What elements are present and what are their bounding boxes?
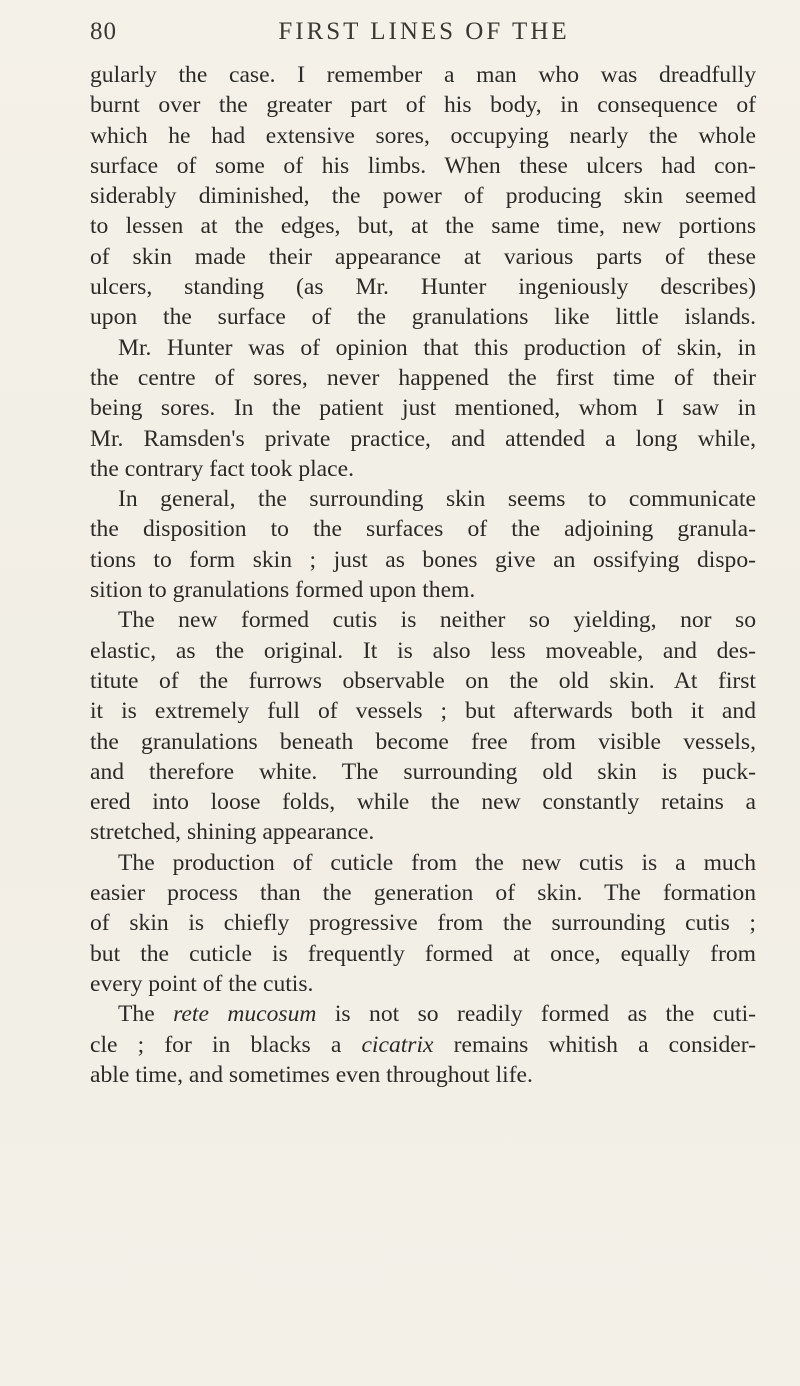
text-line: the granulations beneath become free from visible vessels, (90, 728, 756, 755)
text-line: titute of the furrows observable on the old skin. At first (90, 667, 756, 694)
paragraph (90, 605, 756, 847)
text-line: to lessen at the edges, but, at the same time, new portions (90, 213, 756, 240)
page-number: 80 (90, 18, 117, 45)
text-line: being sores. In the patient just mentioned, whom I saw in (90, 395, 756, 422)
paragraph (90, 848, 756, 999)
text-line: cle ; for in blacks a cicatrix remains whitish a consider- (90, 1031, 756, 1058)
paragraph (90, 60, 756, 333)
body-text (90, 60, 756, 1090)
text-line: and therefore white. The surrounding old skin is puck- (90, 758, 756, 785)
text-line: every point of the cutis. (90, 970, 314, 997)
text-line: of skin is chiefly progressive from the surrounding cutis ; (90, 910, 756, 937)
paragraph (90, 999, 756, 1090)
text-line: of skin made their appearance at various parts of these (90, 243, 756, 270)
text-line: it is extremely full of vessels ; but afterwards both it and (90, 698, 756, 725)
paragraph (90, 333, 756, 484)
text-line: the contrary fact took place. (90, 455, 354, 482)
text-line: stretched, shining appearance. (90, 819, 375, 846)
text-line: the disposition to the surfaces of the adjoining granula- (90, 516, 756, 543)
text-line: but the cuticle is frequently formed at once, equally from (90, 940, 756, 967)
text-line: the centre of sores, never happened the first time of their (90, 364, 756, 391)
text-line: siderably diminished, the power of producing skin seemed (90, 183, 756, 210)
text-line: Mr. Hunter was of opinion that this production of skin, in (118, 334, 756, 361)
text-line: able time, and sometimes even throughout life. (90, 1061, 533, 1088)
running-head: FIRST LINES OF THE (278, 18, 570, 45)
italic-term: cicatrix (361, 1031, 434, 1058)
text-line: In general, the surrounding skin seems to communicate (118, 486, 756, 513)
text-line: The new formed cutis is neither so yielding, nor so (118, 607, 756, 634)
italic-term: rete mucosum (173, 1001, 317, 1028)
text-line: easier process than the generation of skin. The formation (90, 880, 756, 907)
text-line: ered into loose folds, while the new constantly retains a (90, 789, 756, 816)
text-line: surface of some of his limbs. When these ulcers had con- (90, 152, 756, 179)
text-line: ulcers, standing (as Mr. Hunter ingeniously describes) (90, 274, 756, 301)
text-line: which he had extensive sores, occupying nearly the whole (90, 122, 756, 149)
text-line: The production of cuticle from the new cutis is a much (118, 849, 756, 876)
text-line: upon the surface of the granulations like little islands. (90, 304, 756, 331)
text-line: burnt over the greater part of his body, in consequence of (90, 92, 756, 119)
text-line: sition to granulations formed upon them. (90, 577, 476, 604)
text-line: elastic, as the original. It is also less moveable, and des- (90, 637, 756, 664)
text-line: tions to form skin ; just as bones give an ossifying dispo- (90, 546, 756, 573)
text-line: gularly the case. I remember a man who was dreadfully (90, 62, 756, 88)
page-header (90, 18, 758, 54)
text-line: Mr. Ramsden's private practice, and attended a long while, (90, 425, 756, 452)
text-line: The rete mucosum is not so readily formed as the cuti- (118, 1001, 756, 1028)
paragraph (90, 484, 756, 605)
